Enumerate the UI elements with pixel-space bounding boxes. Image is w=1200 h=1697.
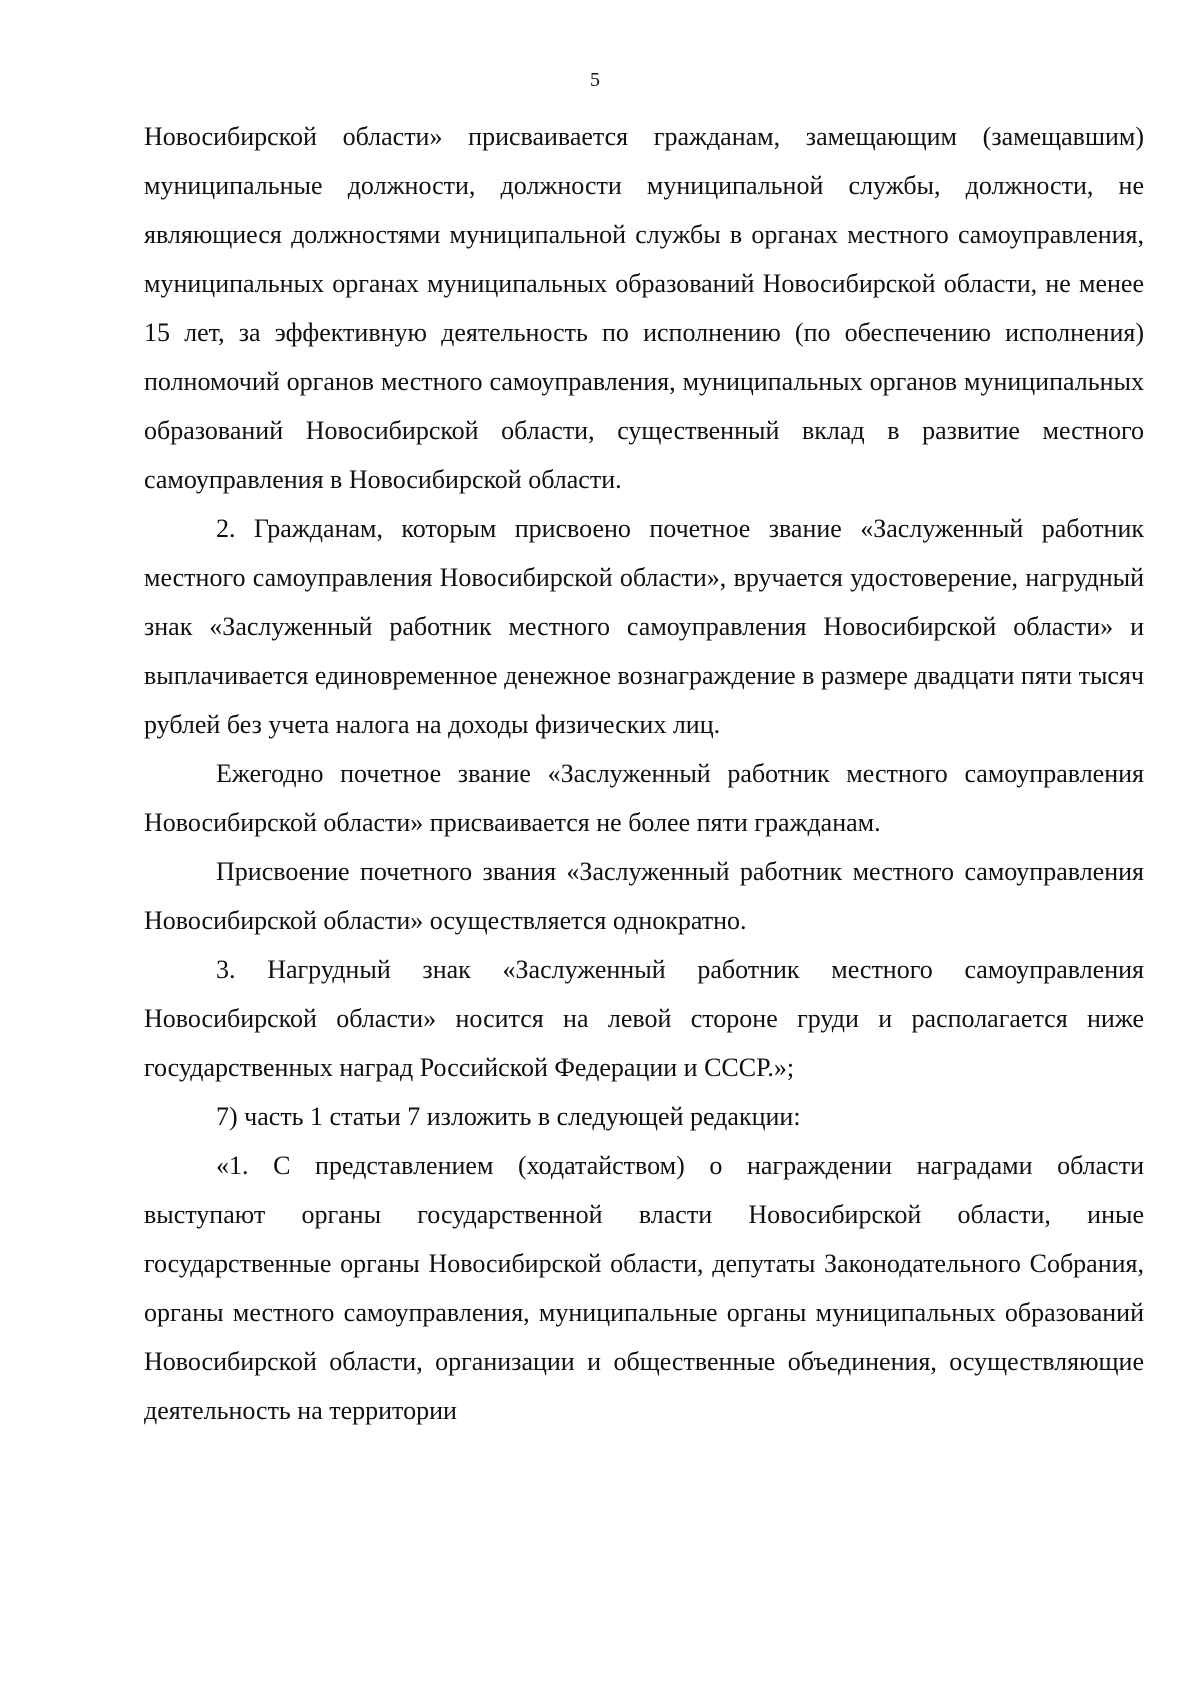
paragraph-amendment-7: 7) часть 1 статьи 7 изложить в следующей редакции:: [216, 1102, 801, 1131]
paragraph-new-part-1: «1. С представлением (ходатайством) о награждении наградами области выступают органы государственной власти Новосибирской области, иные государственные органы Новосибирской области, депутаты Законодательного Собрания, органы местного самоуправления, муниципальные органы муниципальных образований Новосибирской области, организации и общественные объединения, осуществляющие деятельность на территории: [144, 1151, 1144, 1425]
page-number: 5: [590, 69, 600, 91]
paragraph-continuation: Новосибирской области» присваивается гражданам, замещающим (замещавшим) муниципальные должности, должности муниципальной службы, должности, не являющиеся должностями муниципальной службы в органах местного самоуправления, муниципальных органах муниципальных образований Новосибирской области, не менее 15 лет, за эффективную деятельность по исполнению (по обеспечению исполнения) полномочий органов местного самоуправления, муниципальных органов муниципальных образований Новосибирской области, существенный вклад в развитие местного самоуправления в Новосибирской области.: [144, 122, 1144, 494]
paragraph-item-2: 2. Гражданам, которым присвоено почетное звание «Заслуженный работник местного самоуправления Новосибирской области», вручается удостоверение, нагрудный знак «Заслуженный работник местного самоуправления Новосибирской области» и выплачивается единовременное денежное вознаграждение в размере двадцати пяти тысяч рублей без учета налога на доходы физических лиц.: [144, 514, 1144, 739]
paragraph-annual-limit: Ежегодно почетное звание «Заслуженный работник местного самоуправления Новосибирской области» присваивается не более пяти гражданам.: [144, 759, 1144, 837]
paragraph-one-time: Присвоение почетного звания «Заслуженный работник местного самоуправления Новосибирской области» осуществляется однократно.: [144, 857, 1144, 935]
paragraph-item-3: 3. Нагрудный знак «Заслуженный работник местного самоуправления Новосибирской области» носится на левой стороне груди и располагается ниже государственных наград Российской Федерации и СССР.»;: [144, 955, 1144, 1082]
document-body: [144, 112, 1144, 1435]
